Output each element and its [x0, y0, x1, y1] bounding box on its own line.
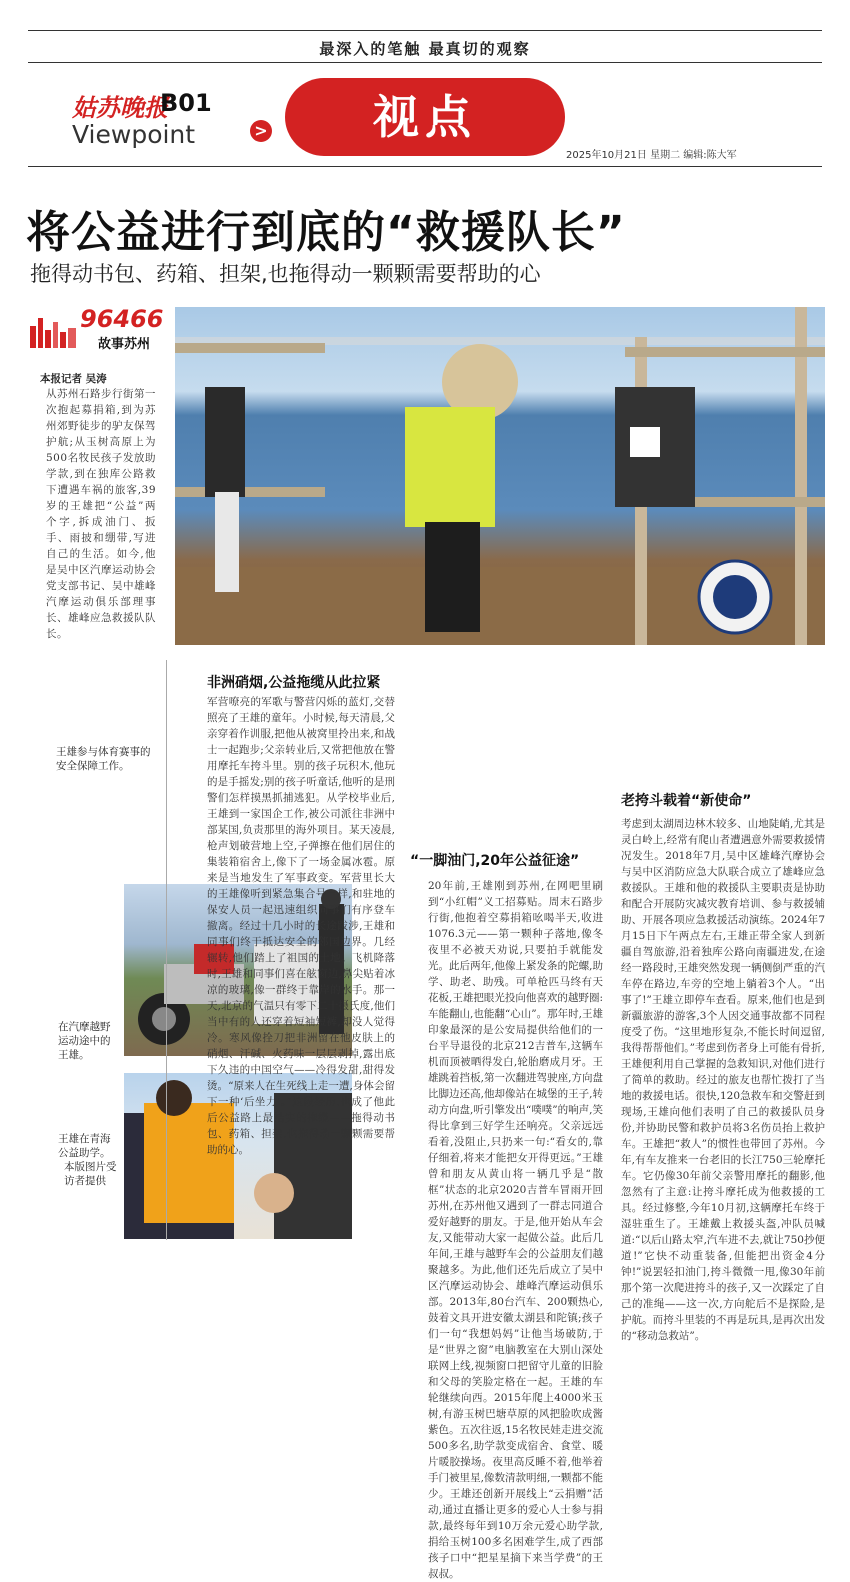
section-heading-sidecar: 老挎斗载着“新使命”: [621, 793, 752, 809]
qinghai-photo-caption: 王雄在青海公益助学。: [58, 1133, 111, 1159]
section-body-sidecar: 考虑到太湖周边林木较多、山地陡峭,尤其是灵白岭上,经常有爬山者遭遇意外需要救援情况发生。2018年7月,吴中区雄峰汽摩协会与吴中区消防应急大队联合成立了雄峰应急救援队。王雄和他的救援队主要职责是协助和配合开展防灾减灾教育培训、参与救援辅助、开展各项应急救援活动演练。2024年7月15日下午两点左右,王雄正带全家人到新疆自驾旅游,沿着独库公路向南疆进发,在途经一路段时,王雄突然发现一辆侧倒严重的汽车停在路边,车旁的空地上躺着3个人。“出事了!”王雄立即停车查看。原来,他们也是到新疆旅游的游客,3个人因交通事故都不同程度受了伤。“这里地形复杂,不能长时间逗留,我得帮帮他们。”考虑到伤者身上可能有骨折,王雄便利用自己掌握的急救知识,对他们进行了简单的救助。经过的旅友也帮忙拨打了当地的救援电话。很快,120急救车和交警赶到现场,王雄向他们表明了自己的救援队员身份,并协助民警和救护员将3名伤员抬上救护车。王雄把“救人”的惯性也带回了苏州。今年,有车友推来一台老旧的长江750三轮摩托车。它仍像30年前父亲警用摩托的翻影,他忽然有了主意:让挎斗摩托成为他救援的工具。经过修整,今年10月初,这辆摩托车终于湿驻重生了。王雄戴上救援头盔,冲队员喊道:“以后山路太窄,汽车进不去,就让750抄便道!”它快不动重装备,但能把出资金4分钟!”说罢轻扣油门,挎斗微微一甩,像30年前那个第一次爬进挎斗的孩子,又一次踩定了自己的准绳——这一次,方向舵后不是探险,是护航。而挎斗里装的不再是玩具,是再次出发的“移动急救站”。: [621, 818, 825, 1342]
slogan-rule: [28, 62, 822, 63]
city-skyline-icon: [28, 312, 80, 350]
section-heading-offroad: “一脚油门,20年公益征途”: [410, 853, 580, 869]
photo-scene: [175, 307, 825, 645]
subheadline: 拖得动书包、药箱、担架,也拖得动一颗颗需要帮助的心: [30, 262, 541, 286]
chevron-right-icon: >: [250, 120, 272, 142]
section-title: 视点: [373, 90, 477, 144]
masthead-rule: [28, 166, 822, 167]
top-rule: [28, 30, 822, 31]
section-name-english: Viewpoint: [72, 120, 196, 149]
section-body-africa-col2: [428, 660, 603, 840]
section-heading-africa: 非洲硝烟,公益拖缆从此拉紧: [207, 675, 381, 691]
main-photo: [175, 307, 825, 645]
section-body-offroad: 20年前,王雄刚到苏州,在网吧里刷到“小红帽”义工招募贴。周末石路步行街,他抱着空募捐箱吆喝半天,收进1076.3元——第一颗种子落地,像冬夜里不必被天劝说,只要拍手就能发光。此后两年,他像上紧发条的陀螺,助学、助老、助残。可单枪匹马终有天花板,王雄把眼光投向他喜欢的越野圈:车能翻山,也能翻“心山”。那年时,王雄印象最深的是公安局提供给他们的一台平导退役的北京212吉普车,这辆车机而顶被晒得发白,轮胎磨成月牙。王雄跳着挡板,第一次翻进驾驶座,方向盘比脚边还高,他却像站在城堡的王子,转动方向盘,听引擎发出“噗噗”的响声,笑得比拿到三好学生还响亮。父亲远远看着,没阻止,只扔来一句:“看女的,靠仔细着,将来才能把女开得更远。”王雄曾和朋友从黄山将一辆几乎是“散框”状态的北京2020吉普车冒雨开回苏州,在苏州他又遇到了一群志同道合爱好越野的朋友。于是,他开始从车会友,又能带动大家一起做公益。此后几年间,王雄与越野车会的公益朋友们越聚越多。为此,他们还先后成立了吴中区汽摩运动协会、雄峰汽摩运动俱乐部。2013年,80台汽车、200颗热心,鼓着文具开进安徽太湖县和陀镇;孩子们一句“我想妈妈”让他当场破防,于是“世界之窗”电脑教室在大别山深处联网上线,视频窗口把留守儿童的旧脸和父母的笑脸定格在一起。王雄的车轮继续向西。2015年爬上4000米玉树,有游玉树巴塘草原的风把脸吹成酱紫色。五次往返,15名牧民娃走进交流500多名,助学款变成宿舍、食堂、暖片暖胶操场。夜里高反睡不着,他举着手门被里星,像数清款明细,一颗都不能少。王雄还创新开展线上“云捐赠”活动,通过直播让更多的爱心人士参与捐款,最终每年到10万余元爱心助学款,捐给玉树100多名困难学生,成了西部孩子口中“把星星摘下来当学费”的王叔叔。: [428, 880, 603, 1580]
lead-paragraph: 从苏州石路步行街第一次抱起募捐箱,到为苏州郊野徒步的驴友保驾护航;从玉树高原上为500名牧民孩子发放助学款,到在独库公路救下遭遇车祸的旅客,39岁的王雄把“公益”两个字,拆成油门、扳手、雨披和绷带,写进自己的生活。如今,他是吴中区汽摩运动协会党支部书记、吴中雄峰汽摩运动俱乐部理事长、雄峰应急救援队队长。: [46, 388, 156, 640]
section-body-offroad-col2: [621, 660, 825, 780]
section-body-sidecar-col: [621, 816, 825, 1342]
section-body-offroad-col: [428, 878, 603, 1580]
dateline: 2025年10月21日 星期二 编辑:陈大军: [566, 150, 737, 161]
section-body-africa: 军营嘹亮的军歌与警营闪烁的蓝灯,交替照亮了王雄的童年。小时候,每天清晨,父亲穿着作训服,把他从被窝里拎出来,和战士一起跑步;父亲转业后,又常把他放在警用摩托车挎斗里。别的孩子玩积木,他玩的是手摇发;别的孩子听童话,他听的是刑警们怎样摸黑抓捕逃犯。从学校毕业后,王雄到一家国企工作,被公司派往非洲中部某国,负责那里的海外项目。某天凌晨,枪声划破营地上空,子弹擦在他们居住的集装箱宿舍上,像下了一场金属冰雹。原来是当地发生了军事政变。军营里长大的王雄像听到紧急集合号一样,和驻地的保安人员一起迅速组织同事们有序登车撤离。经过十几小时的长途跋涉,王雄和同事们终于抵达安全的邻国边界。几经辗转,他们踏上了祖国的土地。飞机降落时,王雄和同事们喜在舷窗边,鼻尖贴着冰凉的玻璃,像一群终于靠岸的水手。那一天,北京的气温只有零下二十摄氏度,他们当中有的人还穿着短袖短裤,却没人觉得冷。寒风像拴刀把非洲留在他皮肤上的硝烟、汗碱、火药味一层层剥掉,露出底下久违的中国空气——冷得发甜,甜得发烫。“原来人在生死线上走一遭,身体会留下一种‘后坐力’。”这段经历,也成了他此后公益路上最结实的拖缆——拖得动书包、药箱、担架,也拖得动一颗颗需要帮助的心。: [207, 696, 395, 1156]
column-divider: [166, 660, 167, 1240]
column-brand-number: 96466: [80, 305, 164, 333]
page-number: B01: [160, 89, 212, 117]
motorcycle-photo-caption: 在汽摩越野运动途中的王雄。: [58, 1021, 111, 1061]
photo-credit: 本版图片受访者提供: [64, 1161, 117, 1187]
column-brand-name: 故事苏州: [98, 337, 151, 352]
masthead-slogan: 最深入的笔触 最真切的观察: [319, 40, 531, 58]
headline: 将公益进行到底的“救援队长”: [26, 207, 626, 258]
paper-logo: 姑苏晚报: [72, 93, 168, 122]
section-body-africa-col1: [207, 694, 395, 1156]
byline: 本报记者 吴涛: [40, 373, 107, 385]
main-photo-caption: 王雄参与体育赛事的安全保障工作。: [56, 746, 151, 772]
